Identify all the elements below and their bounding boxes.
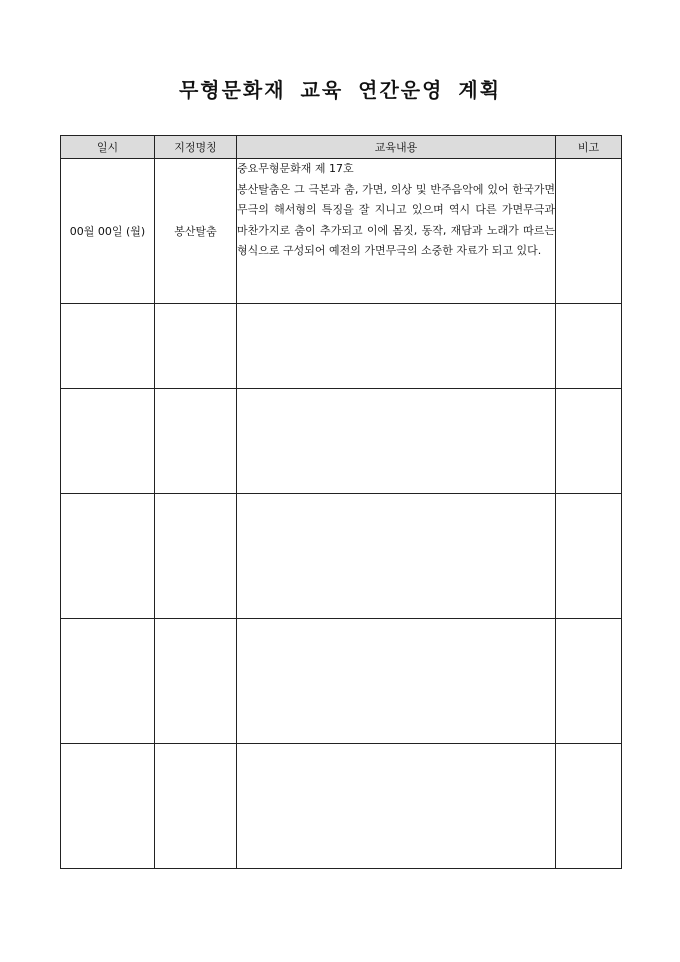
content-cell bbox=[237, 619, 556, 744]
table-header-row bbox=[61, 136, 622, 159]
content-cell bbox=[237, 389, 556, 494]
table-row bbox=[61, 619, 622, 744]
note-cell bbox=[556, 619, 622, 744]
note-cell bbox=[556, 159, 622, 304]
date-cell: 00월 00일 (월) bbox=[61, 159, 155, 304]
name-cell bbox=[155, 389, 237, 494]
content-cell bbox=[237, 159, 556, 304]
name-cell bbox=[155, 744, 237, 869]
note-cell bbox=[556, 389, 622, 494]
content-title: 중요무형문화재 제 17호 bbox=[237, 162, 354, 175]
date-cell bbox=[61, 389, 155, 494]
education-plan-table bbox=[60, 135, 622, 869]
table-row bbox=[61, 494, 622, 619]
date-cell bbox=[61, 494, 155, 619]
content-cell bbox=[237, 744, 556, 869]
header-content: 교육내용 bbox=[237, 136, 556, 159]
table-row bbox=[61, 159, 622, 304]
table-row bbox=[61, 744, 622, 869]
content-cell bbox=[237, 494, 556, 619]
date-cell bbox=[61, 304, 155, 389]
date-cell bbox=[61, 744, 155, 869]
note-cell bbox=[556, 494, 622, 619]
table-row bbox=[61, 304, 622, 389]
date-cell bbox=[61, 619, 155, 744]
note-cell bbox=[556, 304, 622, 389]
name-cell bbox=[155, 619, 237, 744]
name-cell: 봉산탈춤 bbox=[155, 159, 237, 304]
header-note: 비고 bbox=[556, 136, 622, 159]
content-cell bbox=[237, 304, 556, 389]
content-body: 봉산탈춤은 그 극본과 춤, 가면, 의상 및 반주음악에 있어 한국가면무극의 해서형의 특징을 잘 지니고 있으며 역시 다른 가면무극과 마찬가지로 춤이 추가되고 이에 몸짓, 동작, 재담과 노래가 따르는 형식으로 구성되어 예전의 가면무극의 소중한 자료가 되고 있다. bbox=[237, 182, 555, 257]
table-row bbox=[61, 389, 622, 494]
header-date: 일시 bbox=[61, 136, 155, 159]
header-name: 지정명칭 bbox=[155, 136, 237, 159]
page-title: 무형문화재 교육 연간운영 계획 bbox=[178, 78, 502, 102]
name-cell bbox=[155, 304, 237, 389]
note-cell bbox=[556, 744, 622, 869]
name-cell bbox=[155, 494, 237, 619]
